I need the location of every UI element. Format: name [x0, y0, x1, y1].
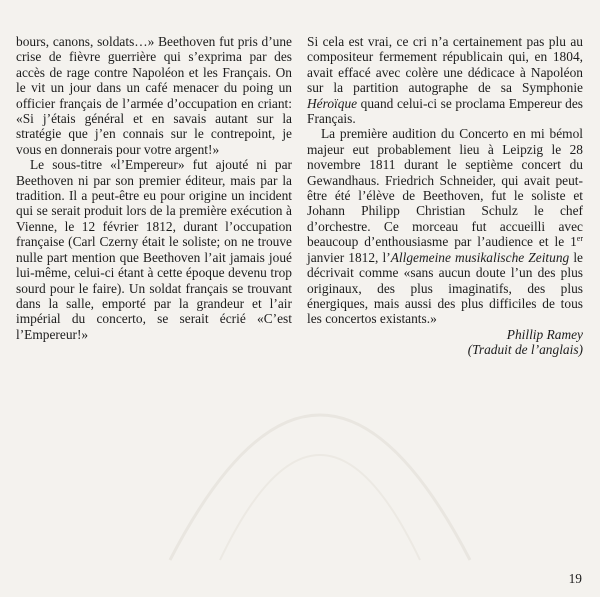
paragraph: bours, canons, soldats…» Beethoven fut pris d’une crise de fièvre guerrière qui s’exprima par des accès de rage contre Napoléon et les Français. On le vit un jour dans un café menacer du poing un officier français de l’armée d’occupation en criant: «Si j’étais général et en savais autant sur la stratégie que j’en connais sur le contrepoint, je vous en donnerais pour votre argent!» [16, 34, 292, 157]
work-title: Héroïque [307, 95, 358, 111]
translation-note: (Traduit de l’anglais) [467, 342, 583, 358]
right-text-column [307, 34, 583, 358]
background-watermark-arc [160, 330, 480, 570]
page-number: 19 [568, 571, 582, 586]
author-signature: Phillip Ramey [506, 326, 583, 342]
publication-title: Allgemeine musikalische Zeitung [390, 249, 570, 265]
left-text-column [16, 34, 292, 342]
paragraph: Le sous-titre «l’Empereur» fut ajouté ni par Beethoven ni par son premier éditeur, mais par la tradition. Il a peut-être eu pour origine un incident qui se serait produit lors de la première exécution à Vienne, le 12 février 1812, durant l’occupation française (Carl Czerny était le soliste; on ne trouve nulle part mention que Beethoven l’ait jamais joué lui-même, celui-ci étant à cette époque devenu trop sourd pour le faire). Un soldat français se trouvant dans la salle, emporté par la grandeur et l’air impérial du concerto, se serait écrié «C’est l’Empereur!» [16, 157, 292, 342]
paragraph: La première audition du Concerto en mi bémol majeur eut probablement lieu à Leipzig le 28 novembre 1811 durant le septième concert du Gewandhaus. Friedrich Schneider, qui avait peut-être été l’élève de Beethoven, fut le soliste et Johann Philipp Christian Schulz le chef d’orchestre. Ce morceau fut accueilli avec beaucoup d’enthousiasme par l’audience et le 1er janvier 1812, l’Allgemeine musikalische Zeitung le décrivait comme «sans aucun doute l’un des plus originaux, des plus imaginatifs, des plus énergiques, mais aussi des plus difficiles de tous les concertos existants.» [307, 126, 584, 327]
paragraph: Si cela est vrai, ce cri n’a certainement pas plu au compositeur fermement républicain qui, en 1804, avait effacé avec colère une dédicace à Napoléon sur la partition autographe de sa Symphonie Héroïque quand celui-ci se proclama Empereur des Français. [307, 34, 583, 127]
